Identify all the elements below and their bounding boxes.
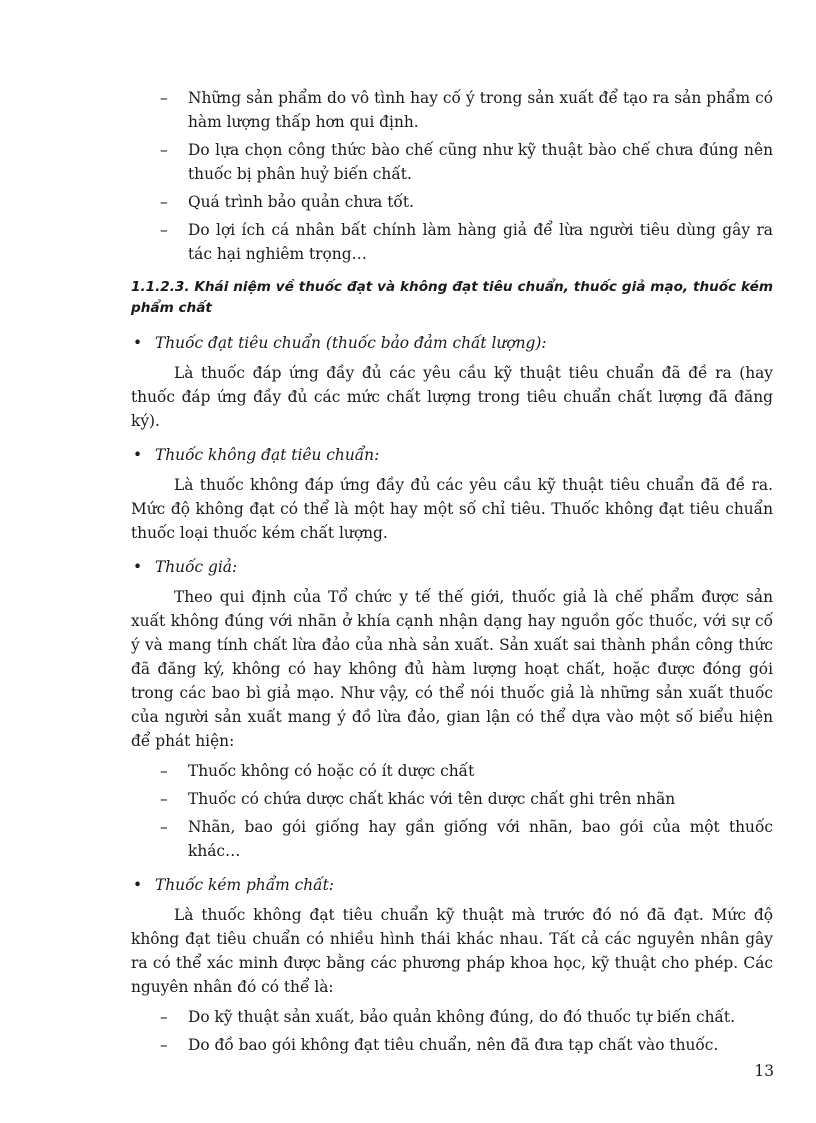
- list-item-text: Do đồ bao gói không đạt tiêu chuẩn, nên đã đưa tạp chất vào thuốc.: [188, 1036, 719, 1054]
- list-item-text: Quá trình bảo quản chưa tốt.: [188, 193, 414, 211]
- list-item: [131, 218, 773, 266]
- nonstandard-paragraph: Là thuốc không đáp ứng đầy đủ các yêu cầu kỹ thuật tiêu chuẩn đã đề ra. Mức độ không đạt có thể là một hay một số chỉ tiêu. Thuốc không đạt tiêu chuẩn thuốc loại thuốc kém chất lượng.: [131, 476, 773, 542]
- bullet-nonstandard: [131, 443, 773, 467]
- dash-marker: –: [160, 790, 168, 808]
- list-item-text: Thuốc không có hoặc có ít dược chất: [188, 762, 475, 780]
- section-heading: 1.1.2.3. Khái niệm về thuốc đạt và không đạt tiêu chuẩn, thuốc giả mạo, thuốc kém phẩm chất: [131, 279, 773, 316]
- list-item-text: Do kỹ thuật sản xuất, bảo quản không đúng, do đó thuốc tự biến chất.: [188, 1008, 735, 1026]
- dash-marker: –: [160, 762, 168, 780]
- bullet-title: Thuốc đạt tiêu chuẩn (thuốc bảo đảm chất lượng):: [155, 334, 547, 352]
- bullet-title: Thuốc không đạt tiêu chuẩn:: [155, 446, 380, 464]
- bullet-icon: •: [133, 558, 143, 576]
- dash-marker: –: [160, 1008, 168, 1026]
- list-item: [131, 815, 773, 863]
- dash-marker: –: [160, 89, 168, 107]
- dash-marker: –: [160, 1036, 168, 1054]
- list-item-text: Nhãn, bao gói giống hay gần giống với nhãn, bao gói của một thuốc khác…: [188, 818, 773, 860]
- list-item: [131, 138, 773, 186]
- list-item-text: Do lựa chọn công thức bào chế cũng như kỹ thuật bào chế chưa đúng nên thuốc bị phân huỷ biến chất.: [188, 141, 773, 183]
- bullet-standard: [131, 331, 773, 355]
- dash-marker: –: [160, 221, 168, 239]
- dash-marker: –: [160, 141, 168, 159]
- list-item: [131, 1005, 773, 1029]
- list-item: [131, 759, 773, 783]
- list-item: [131, 787, 773, 811]
- substandard-paragraph: Là thuốc không đạt tiêu chuẩn kỹ thuật mà trước đó nó đã đạt. Mức độ không đạt tiêu chuẩn có nhiều hình thái khác nhau. Tất cả các nguyên nhân gây ra có thể xác minh được bằng các phương pháp khoa học, kỹ thuật cho phép. Các nguyên nhân đó có thể là:: [131, 906, 773, 996]
- standard-paragraph: Là thuốc đáp ứng đầy đủ các yêu cầu kỹ thuật tiêu chuẩn đã đề ra (hay thuốc đáp ứng đầy đủ các mức chất lượng trong tiêu chuẩn chất lượng đã đăng ký).: [131, 364, 773, 430]
- list-item-text: Những sản phẩm do vô tình hay cố ý trong sản xuất để tạo ra sản phẩm có hàm lượng thấp hơn qui định.: [188, 89, 773, 131]
- bullet-icon: •: [133, 446, 143, 464]
- list-item-text: Do lợi ích cá nhân bất chính làm hàng giả để lừa người tiêu dùng gây ra tác hại nghiêm trọng…: [188, 221, 773, 263]
- bullet-icon: •: [133, 876, 143, 894]
- bullet-title: Thuốc giả:: [155, 558, 238, 576]
- list-item-text: Thuốc có chứa dược chất khác với tên dược chất ghi trên nhãn: [188, 790, 676, 808]
- dash-marker: –: [160, 818, 168, 836]
- bullet-substandard: [131, 873, 773, 897]
- list-item: [131, 1033, 773, 1057]
- bullet-fake: [131, 555, 773, 579]
- list-item: [131, 190, 773, 214]
- page-content: [131, 86, 773, 1061]
- dash-marker: –: [160, 193, 168, 211]
- fake-paragraph: Theo qui định của Tổ chức y tế thế giới, thuốc giả là chế phẩm được sản xuất không đúng với nhãn ở khía cạnh nhận dạng hay nguồn gốc thuốc, với sự cố ý và mang tính chất lừa đảo của nhà sản xuất. Sản xuất sai thành phần công thức đã đăng ký, không có hay không đủ hàm lượng hoạt chất, hoặc được đóng gói trong các bao bì giả mạo. Như vậy, có thể nói thuốc giả là những sản xuất thuốc của người sản xuất mang ý đồ lừa đảo, gian lận có thể dựa vào một số biểu hiện để phát hiện:: [131, 588, 773, 750]
- list-item: [131, 86, 773, 134]
- bullet-title: Thuốc kém phẩm chất:: [155, 876, 334, 894]
- bullet-icon: •: [133, 334, 143, 352]
- page-number: 13: [754, 1062, 774, 1080]
